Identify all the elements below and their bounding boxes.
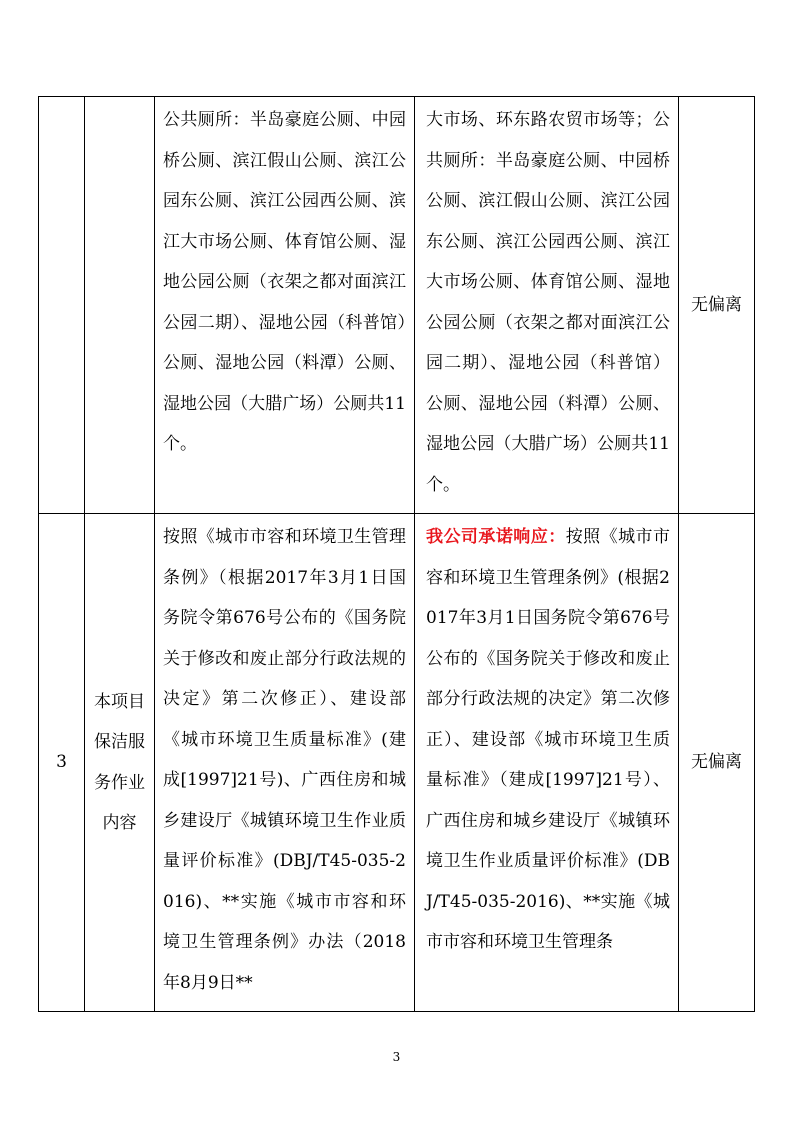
response-table	[38, 96, 755, 1012]
table-row	[39, 97, 755, 514]
row-index-cell	[39, 514, 85, 1012]
requirement-text: 公共厕所：半岛豪庭公厕、中园桥公厕、滨江假山公厕、滨江公园东公厕、滨江公园西公厕、滨江大市场公厕、体育馆公厕、湿地公园公厕（衣架之都对面滨江公园二期）、湿地公园（科普馆）公厕、湿地公园（料潭）公厕、湿地公园（大腊广场）公厕共11个。	[163, 110, 406, 454]
response-text-wrap	[415, 514, 678, 963]
response-cell	[415, 514, 679, 1012]
table-row	[39, 514, 755, 1012]
row-item: 本项目保洁服务作业内容	[94, 691, 145, 833]
page-number: 3	[392, 1050, 401, 1064]
deviation-text: 无偏离	[691, 752, 742, 773]
deviation-text: 无偏离	[691, 294, 742, 315]
response-cell	[415, 97, 679, 514]
row-index-cell	[39, 97, 85, 514]
row-item-cell	[85, 514, 155, 1012]
response-prefix: 我公司承诺响应：	[426, 527, 566, 547]
response-text: 按照《城市市容和环境卫生管理条例》(根据2017年3月1日国务院令第676号公布的《国务院关于修改和废止部分行政法规的决定》第二次修正）、建设部《城市环境卫生质量标准》（建成[1997]21号）、广西住房和城乡建设厅《城镇环境卫生作业质量评价标准》(DBJ/T45-035-2016)、**实施《城市市容和环境卫生管理条	[426, 527, 671, 952]
requirement-text: 按照《城市市容和环境卫生管理条例》（根据2017年3月1日国务院令第676号公布的《国务院关于修改和废止部分行政法规的决定》第二次修正）、建设部《城市环境卫生质量标准》(建成[1997]21号)、广西住房和城乡建设厅《城镇环境卫生作业质量评价标准》(DBJ/T45-035-2016)、**实施《城市市容和环境卫生管理条例》办法（2018年8月9日**	[163, 527, 406, 993]
row-index: 3	[56, 752, 67, 773]
requirement-cell	[155, 514, 415, 1012]
response-text-wrap	[415, 97, 678, 505]
requirement-cell	[155, 97, 415, 514]
deviation-cell	[679, 514, 755, 1012]
deviation-cell	[679, 97, 755, 514]
row-item-cell	[85, 97, 155, 514]
response-text: 大市场、环东路农贸市场等；公共厕所：半岛豪庭公厕、中园桥公厕、滨江假山公厕、滨江公园东公厕、滨江公园西公厕、滨江大市场公厕、体育馆公厕、湿地公园公厕（衣架之都对面滨江公园二期）、湿地公园（科普馆）公厕、湿地公园（料潭）公厕、湿地公园（大腊广场）公厕共11个。	[426, 110, 670, 495]
